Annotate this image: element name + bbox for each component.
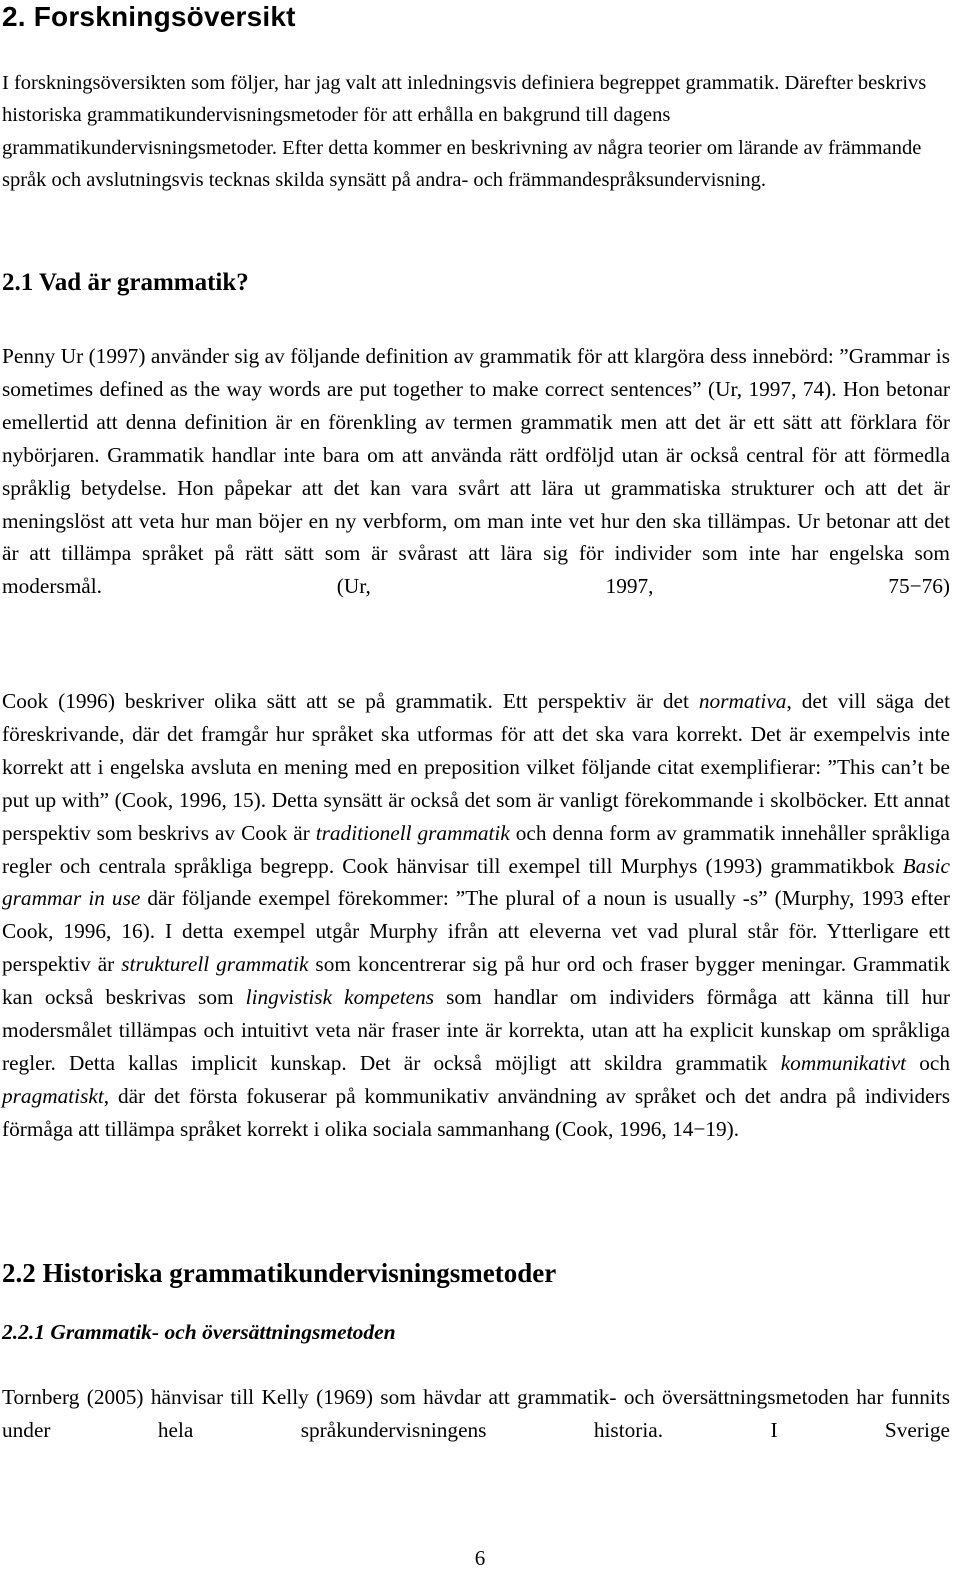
section-heading-2: 2. Forskningsöversikt — [2, 1, 296, 32]
cook-term-normativa: normativa — [698, 689, 787, 713]
cook-term-strukturell: strukturell grammatik — [121, 952, 309, 977]
section-heading-2-2-1: 2.2.1 Grammatik- och översättningsmetoden — [2, 1320, 396, 1344]
paragraph-ur-text: Penny Ur (1997) använder sig av följande definition av grammatik för att klargöra dess innebörd: ”Grammar is sometimes defined as the way words are put together to make correct sentences” (Ur, 1997, 74). Hon betonar emellertid att denna definition är en förenkling av termen grammatik men att det är ett sätt att förklara för nybörjaren. Grammatik handlar inte bara om att använda rätt ordföljd utan är också central för att förmedla språklig betydelse. Hon påpekar att det kan vara svårt att lära ut grammatiska strukturer och att det är meningslöst att veta hur man böjer en ny verbform, om man inte vet hur den ska tillämpas. Ur betonar att det är att tillämpa språket på rätt sätt som är svårast att lära sig för individer som inte har engelska som modersmål. (Ur, 1997, 75−76) — [2, 344, 950, 599]
cook-text-2: , det vill säga det föreskrivande, där det framgår hur språket ska utformas för att det ska vara korrekt. Det är exempelvis inte korrekt att i engelska avsluta en mening med en preposition vilket följande citat exemplifierar: ”This can’t be put up with” (Cook, 1996, 15). Detta synsätt är också det som är vanligt förekommande i skolböcker. Ett annat perspektiv som beskrivs av Cook är — [2, 689, 950, 845]
section-heading-2-2: 2.2 Historiska grammatikundervisningsmetoder — [2, 1258, 557, 1288]
paragraph-cook — [2, 685, 950, 1146]
cook-text-6: som handlar om individers förmåga att känna till hur modersmålet tillämpas och intuitivt veta när fraser inte är korrekta, utan att ha explicit kunskap om språkliga regler. Detta kallas implicit kunskap. Det är också möjligt att skildra grammatik — [2, 985, 950, 1075]
cook-text-1: Cook (1996) beskriver olika sätt att se på grammatik. Ett perspektiv är det — [2, 689, 699, 713]
cook-term-kommunikativt: kommunikativt — [780, 1050, 907, 1075]
cook-term-lingvistisk: lingvistisk kompetens — [245, 985, 435, 1010]
cook-term-pragmatiskt: pragmatiskt — [2, 1083, 104, 1108]
cook-term-traditionell: traditionell grammatik — [315, 820, 510, 845]
cook-text-4: där följande exempel förekommer: ”The plural of a noun is usually -s” (Murphy, 1993 efter Cook, 1996, 16). I detta exempel utgår Murphy ifrån att eleverna vet vad plural står för. Ytterligare ett perspektiv är — [2, 886, 950, 977]
page-number: 6 — [474, 1546, 486, 1570]
cook-text-8: , där det första fokuserar på kommunikativ användning av språket och det andra på individers förmåga att tillämpa språket korrekt i olika sociala sammanhang (Cook, 1996, 14−19). — [2, 1083, 950, 1141]
cook-text-7: och — [906, 1050, 951, 1075]
section-heading-2-1: 2.1 Vad är grammatik? — [2, 269, 249, 296]
cook-book-title: Basic grammar in use — [2, 853, 950, 911]
intro-paragraph: I forskningsöversikten som följer, har jag valt att inledningsvis definiera begreppet grammatik. Därefter beskrivs historiska grammatikundervisningsmetoder för att erhålla en bakgrund till dagens grammatikundervisningsmetoder. Efter detta kommer en beskrivning av några teorier om lärande av främmande språk och avslutningsvis tecknas skilda synsätt på andra- och främmandespråksundervisning. — [2, 72, 927, 191]
cook-text-5: som koncentrerar sig på hur ord och fraser bygger meningar. Grammatik kan också beskrivas som — [2, 952, 951, 1010]
cook-text-3: och denna form av grammatik innehåller språkliga regler och centrala språkliga begrepp. Cook hänvisar till exempel till Murphys (1993) grammatikbok — [2, 820, 950, 878]
paragraph-ur — [2, 340, 950, 603]
paragraph-tornberg: Tornberg (2005) hänvisar till Kelly (1969) som hävdar att grammatik- och översättningsmetoden har funnits under hela språkundervisningens historia. I Sverige — [2, 1385, 950, 1442]
